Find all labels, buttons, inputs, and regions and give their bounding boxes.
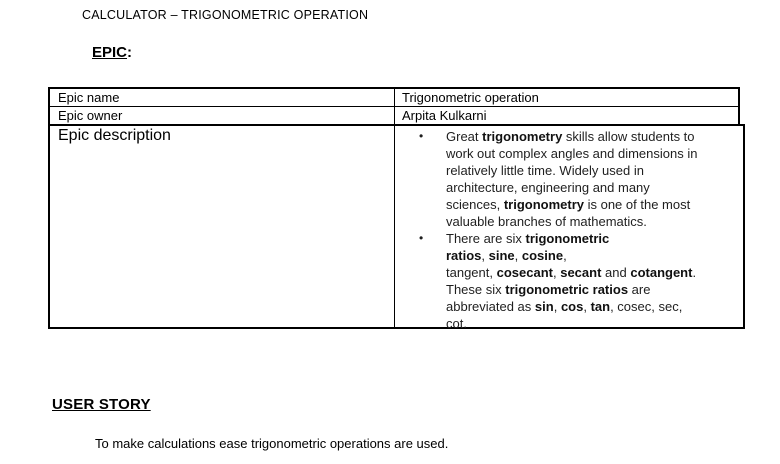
row-label-epic-owner: Epic owner: [50, 107, 395, 124]
table-row-epic-owner: [50, 107, 738, 124]
document-title: CALCULATOR – TRIGONOMETRIC OPERATION: [82, 8, 369, 22]
epic-heading-text: EPIC: [92, 44, 128, 61]
epic-heading-colon: :: [127, 44, 133, 61]
bullet-icon: •: [419, 231, 424, 245]
row-value-epic-owner: Arpita Kulkarni: [402, 107, 487, 123]
row-label-epic-name: Epic name: [50, 89, 395, 106]
user-story-heading: USER STORY: [52, 396, 151, 413]
bullet-item: [402, 128, 741, 230]
bullet-item: [402, 230, 741, 332]
bullet-icon: •: [419, 129, 424, 143]
epic-table-top-rows: [48, 87, 740, 124]
bullet-text: There are six trigonometric ratios, sine, cosine, tangent, cosecant, secant and cotangent. These six trigonometric ratios are abbreviated as sin, cos, tan, cosec, sec, cot.: [446, 231, 697, 331]
row-value-epic-name: Trigonometric operation: [402, 89, 539, 105]
epic-description-bullets: [395, 126, 743, 331]
epic-heading: [92, 44, 132, 61]
epic-table-description-row: [48, 124, 745, 329]
user-story-text: To make calculations ease trigonometric operations are used.: [95, 436, 449, 451]
bullet-text: Great trigonometry skills allow students to work out complex angles and dimensions in relatively little time. Widely used in architecture, engineering and many sciences, trigonometry is one of the most valuable branches of mathematics.: [446, 129, 698, 229]
row-label-epic-description: Epic description: [50, 126, 395, 327]
table-row-epic-name: [50, 89, 738, 107]
